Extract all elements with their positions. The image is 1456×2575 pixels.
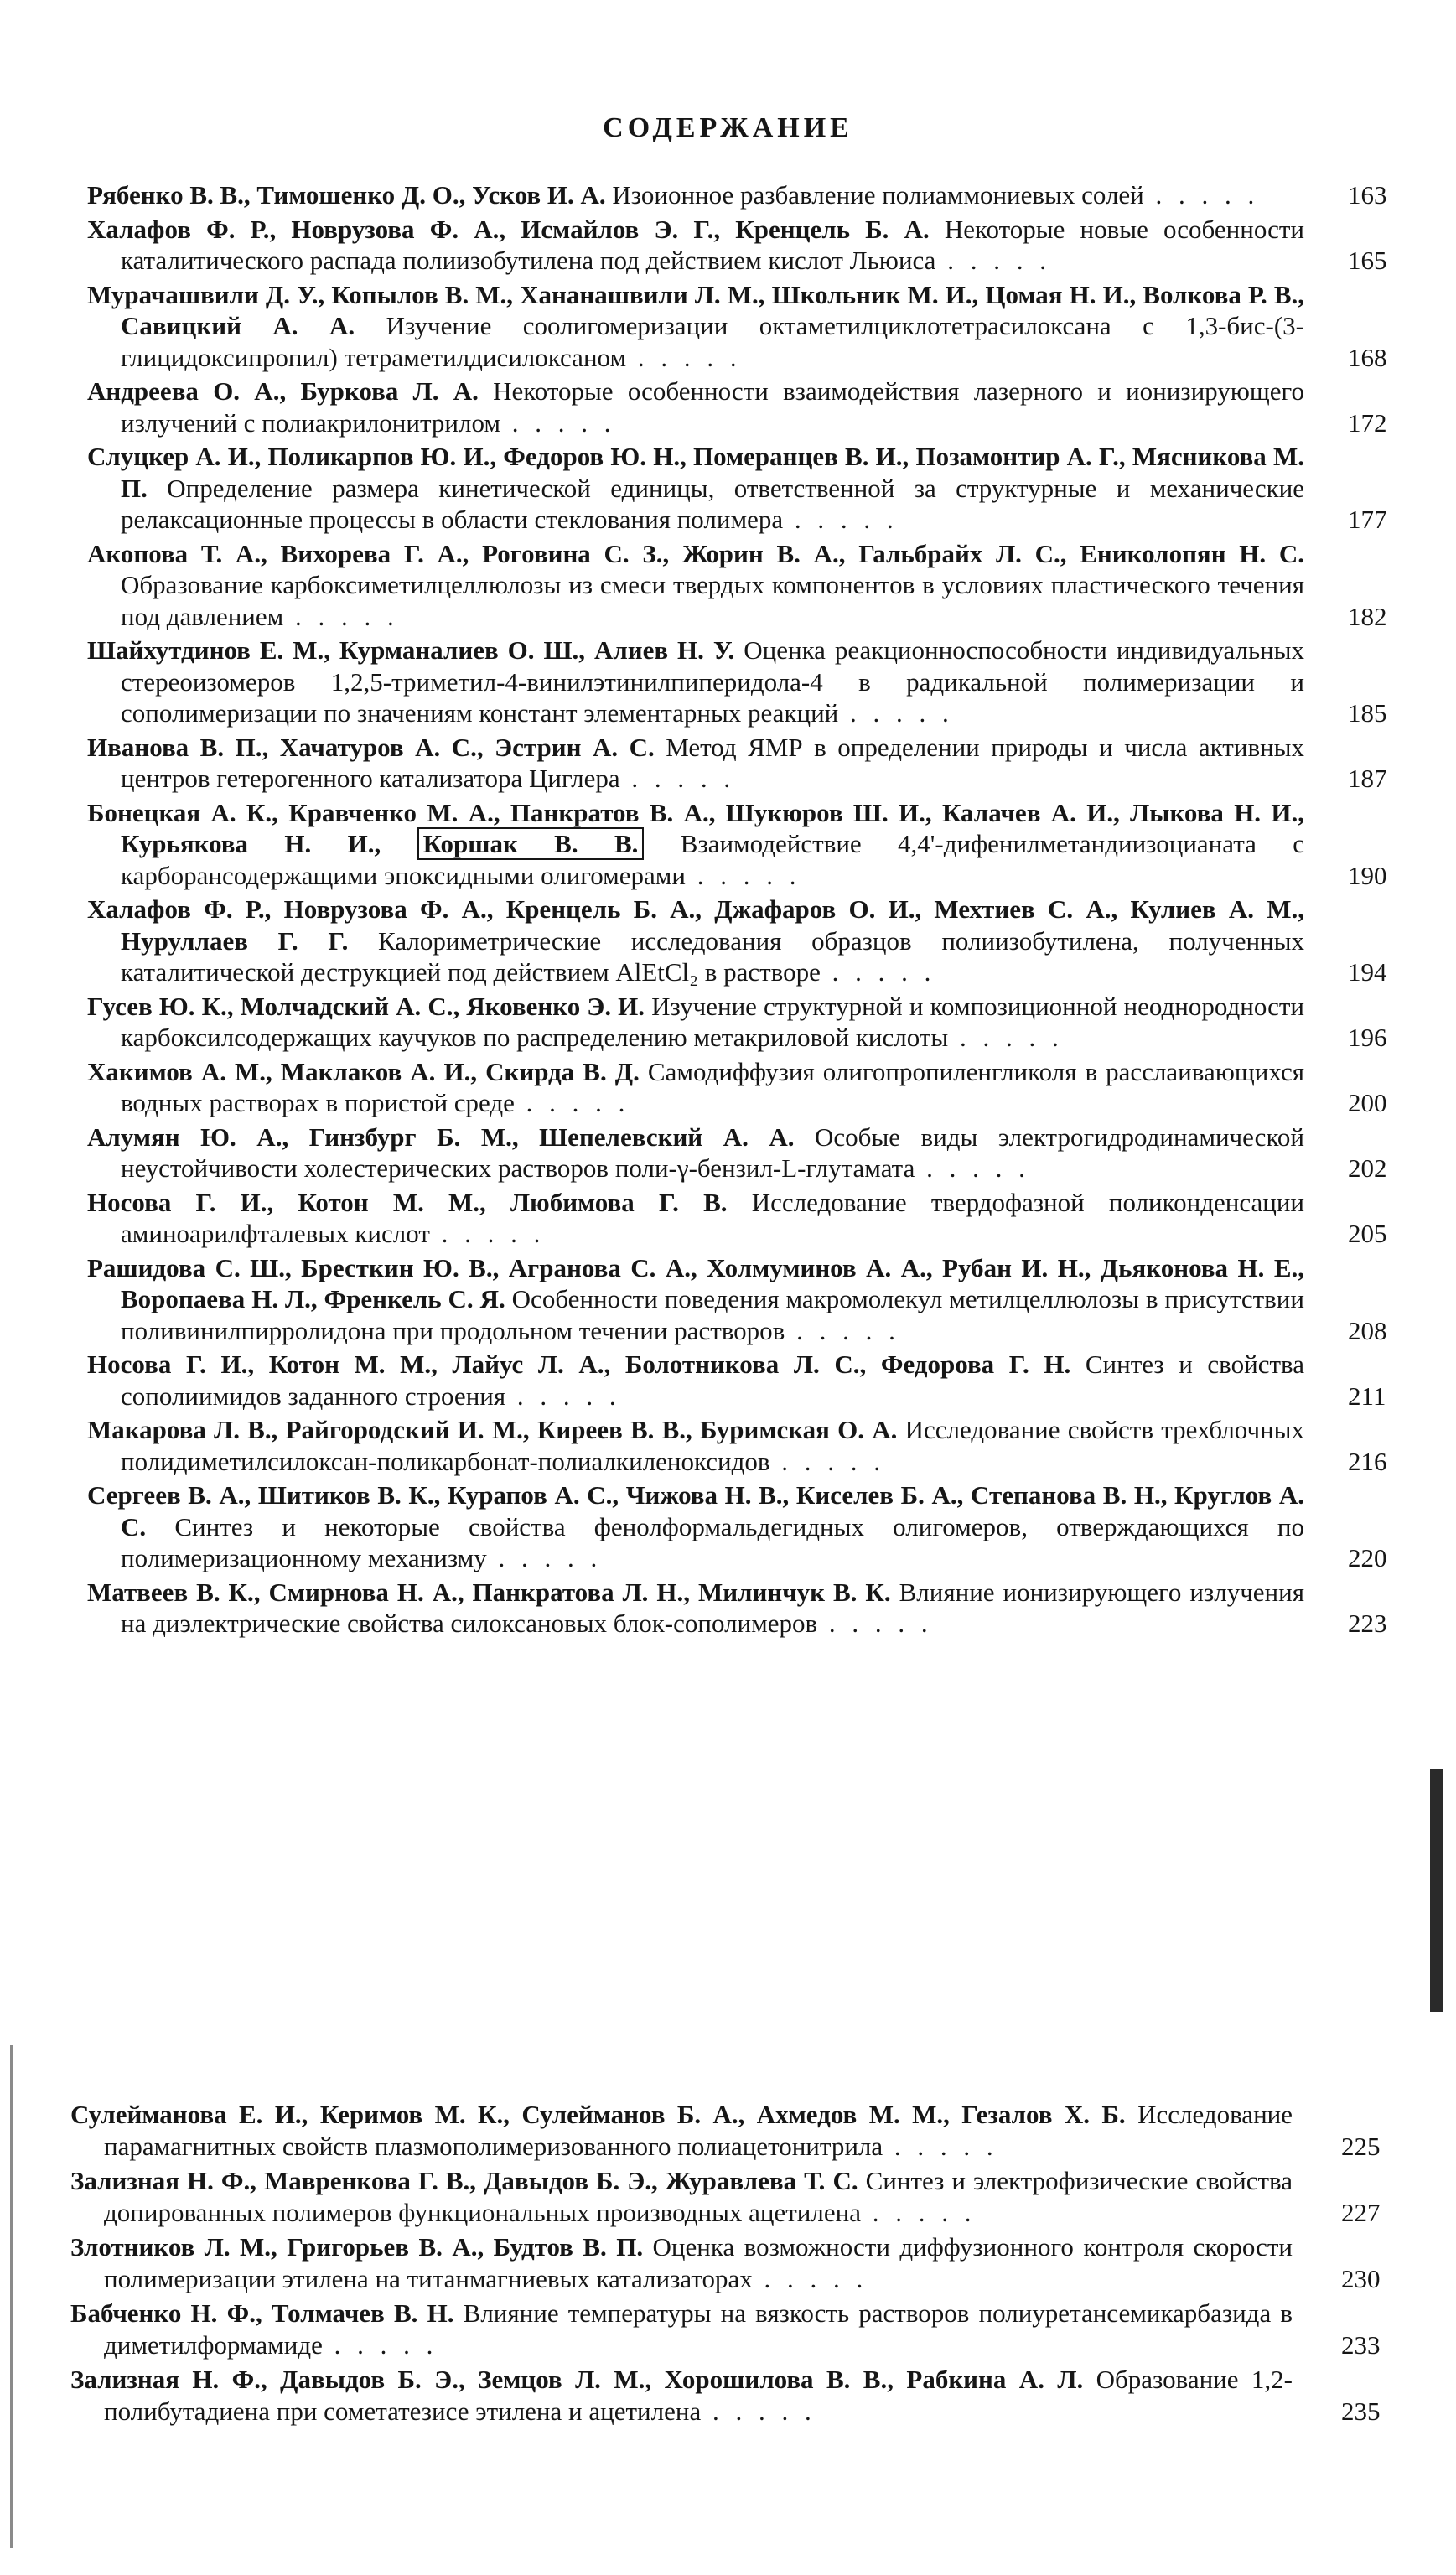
entry-text bbox=[87, 635, 1305, 729]
entry-text bbox=[87, 441, 1305, 536]
entry-title: Метод ЯМР в определении природы и числа активных центров гетерогенного катализатора Циглера bbox=[121, 732, 1304, 793]
entry-text bbox=[87, 1187, 1304, 1250]
entry-title: Оценка реакционноспособности индивидуальных стереоизомеров 1,2,5-триметил-4-винилэтинилпиперидола-4 в радикальной полимеризации и сополимеризации по значениям констант элементарных реакций bbox=[121, 635, 1305, 728]
entry-title: Влияние ионизирующего излучения на диэлектрические свойства силоксановых блок-сополимеров bbox=[121, 1577, 1304, 1638]
toc-entry bbox=[0, 1252, 1456, 1347]
entry-title: Исследование твердофазной поликонденсации аминоарилфталевых кислот bbox=[121, 1187, 1304, 1248]
entry-title: Особенности поведения макромолекул метилцеллюлозы в присутствии поливинилпирролидона при продольном течении растворов bbox=[121, 1284, 1304, 1345]
toc-entry bbox=[0, 797, 1456, 892]
entry-authors: Зализная Н. Ф., Мавренкова Г. В., Давыдов Б. Э., Журавлева Т. С. bbox=[70, 2166, 858, 2195]
entry-dot-leaders: . . . . . bbox=[626, 342, 742, 372]
entry-title: Оценка возможности диффузионного контроля скорости полимеризации этилена на титанмагниевых катализаторах bbox=[104, 2232, 1293, 2293]
entry-page-number: 216 bbox=[1348, 1446, 1387, 1476]
entry-title: Калориметрические исследования образцов полиизобутилена, полученных каталитической деструкцией под действием AlEtCl₂ в растворе bbox=[121, 925, 1305, 987]
entry-authors: Хакимов А. М., Маклаков А. И., Скирда В. Д. bbox=[87, 1056, 640, 1086]
entry-dot-leaders: . . . . . bbox=[500, 407, 616, 438]
entry-text bbox=[87, 894, 1305, 988]
toc-entry bbox=[0, 1187, 1456, 1250]
entry-page-number: 172 bbox=[1348, 407, 1387, 438]
entry-page-number: 233 bbox=[1341, 2329, 1381, 2360]
entry-text bbox=[87, 214, 1304, 277]
entry-dot-leaders: . . . . . bbox=[785, 1315, 900, 1345]
entry-page-number: 187 bbox=[1348, 764, 1387, 793]
entry-text bbox=[87, 991, 1305, 1054]
entry-page-number: 200 bbox=[1348, 1088, 1387, 1117]
entry-title: Образование карбоксиметилцеллюлозы из смеси твердых компонентов в условиях пластического течения под давлением bbox=[121, 570, 1304, 631]
entry-title: Некоторые новые особенности каталитического распада полиизобутилена под действием кислот Льюиса bbox=[121, 214, 1304, 275]
toc-entry bbox=[0, 635, 1456, 729]
entry-page-number: 223 bbox=[1348, 1609, 1387, 1638]
entry-authors: Халафов Ф. Р., Новрузова Ф. А., Кренцель Б. А., Джафаров О. И., Мехтиев С. А., Кулиев А. М., Нуруллаев Г. Г. bbox=[87, 894, 1304, 956]
entry-text bbox=[87, 732, 1304, 795]
entry-title: Особые виды электрогидродинамической неустойчивости холестерических растворов поли-γ-бензил-L-глутамата bbox=[121, 1122, 1305, 1183]
entry-dot-leaders: . . . . . bbox=[1143, 180, 1260, 210]
entry-authors: Матвеев В. К., Смирнова Н. А., Панкратова Л. Н., Милинчук В. К. bbox=[87, 1577, 891, 1607]
entry-title: Некоторые особенности взаимодействия лазерного и ионизирующего излучений с полиакрилонитрилом bbox=[121, 376, 1305, 438]
entry-title: Изучение структурной и композиционной неоднородности карбоксилсодержащих каучуков по распределению метакриловой кислоты bbox=[121, 991, 1305, 1052]
entry-title: Синтез и электрофизические свойства допированных полимеров функциональных производных ацетилена bbox=[104, 2166, 1293, 2227]
scan-edge-bar bbox=[1430, 1769, 1443, 2012]
page-title: СОДЕРЖАНИЕ bbox=[603, 112, 853, 143]
entry-page-number: 165 bbox=[1348, 246, 1387, 275]
entry-text bbox=[87, 1479, 1304, 1574]
entry-authors: Бонецкая А. К., Кравченко М. А., Панкратов В. А., Шукюров Ш. И., Калачев А. И., Лыкова Н. И., Курьякова Н. И., bbox=[87, 797, 1304, 858]
toc-entry bbox=[0, 2099, 1456, 2162]
entry-page-number: 230 bbox=[1341, 2263, 1381, 2293]
entry-page-number: 177 bbox=[1348, 505, 1387, 534]
toc-section-2 bbox=[0, 2099, 1456, 2430]
entry-authors: Андреева О. А., Буркова Л. А. bbox=[87, 376, 479, 406]
entry-authors: Алумян Ю. А., Гинзбург Б. М., Шепелевский А. А. bbox=[87, 1122, 795, 1152]
entry-authors: Злотников Л. М., Григорьев В. А., Будтов В. П. bbox=[70, 2232, 644, 2262]
toc-entry bbox=[0, 441, 1456, 536]
entry-text bbox=[70, 2165, 1293, 2228]
entry-page-number: 227 bbox=[1341, 2197, 1381, 2227]
entry-dot-leaders: . . . . . bbox=[322, 2329, 438, 2360]
entry-dot-leaders: . . . . . bbox=[701, 2396, 816, 2426]
entry-title: Определение размера кинетической единицы, ответственной за структурные и механические релаксационные процессы в области стеклования полимера bbox=[121, 473, 1305, 534]
toc-entry bbox=[0, 538, 1456, 633]
entry-authors: Сергеев В. А., Шитиков В. К., Курапов А. С., Чижова Н. В., Киселев Б. А., Степанова В. Н., Круглов А. С. bbox=[87, 1480, 1304, 1541]
entry-page-number: 194 bbox=[1348, 957, 1387, 987]
entry-dot-leaders: . . . . . bbox=[915, 1153, 1030, 1183]
entry-authors: Носова Г. И., Котон М. М., Любимова Г. В. bbox=[87, 1187, 728, 1217]
entry-authors: Зализная Н. Ф., Давыдов Б. Э., Земцов Л. М., Хорошилова В. В., Рабкина А. Л. bbox=[70, 2365, 1084, 2394]
entry-dot-leaders: . . . . . bbox=[820, 957, 936, 987]
entry-authors: Мурачашвили Д. У., Копылов В. М., Хананашвили Л. М., Школьник М. И., Цомая Н. И., Волкова Р. В., Савицкий А. А. bbox=[87, 279, 1304, 340]
entry-title: Влияние температуры на вязкость растворов полиуретансемикарбазида в диметилформамиде bbox=[104, 2298, 1293, 2360]
entry-page-number: 225 bbox=[1341, 2131, 1381, 2161]
entry-text bbox=[87, 179, 1304, 211]
entry-dot-leaders: . . . . . bbox=[948, 1023, 1064, 1052]
entry-page-number: 163 bbox=[1348, 180, 1387, 210]
toc-entry bbox=[0, 376, 1456, 438]
entry-text bbox=[70, 2231, 1293, 2294]
toc-entry bbox=[0, 279, 1456, 374]
entry-text bbox=[87, 376, 1305, 438]
toc-entry bbox=[0, 991, 1456, 1054]
toc-entry bbox=[0, 2165, 1456, 2228]
entry-title: Взаимодействие 4,4'-дифенилметандиизоцианата с карборансодержащими эпоксидными олигомерами bbox=[121, 829, 1305, 890]
entry-text bbox=[87, 279, 1305, 374]
entry-page-number: 185 bbox=[1348, 698, 1387, 728]
toc-entry bbox=[0, 1122, 1456, 1184]
entry-boxed-author: Коршак В. В. bbox=[417, 827, 645, 860]
entry-dot-leaders: . . . . . bbox=[817, 1609, 933, 1638]
entry-dot-leaders: . . . . . bbox=[429, 1219, 546, 1248]
entry-text bbox=[70, 2298, 1293, 2360]
entry-authors: Халафов Ф. Р., Новрузова Ф. А., Исмайлов Э. Г., Кренцель Б. А. bbox=[87, 214, 930, 244]
entry-dot-leaders: . . . . . bbox=[486, 1543, 603, 1572]
toc-entry bbox=[0, 179, 1456, 211]
entry-authors: Гусев Ю. К., Молчадский А. С., Яковенко Э. И. bbox=[87, 991, 645, 1021]
entry-title: Самодиффузия олигопропиленгликоля в расслаивающихся водных растворах в пористой среде bbox=[121, 1056, 1305, 1117]
entry-dot-leaders: . . . . . bbox=[283, 601, 399, 631]
entry-page-number: 190 bbox=[1348, 860, 1387, 890]
scan-margin-mark bbox=[10, 2045, 13, 2548]
entry-text bbox=[87, 797, 1305, 892]
entry-page-number: 208 bbox=[1348, 1315, 1387, 1345]
entry-text bbox=[87, 1252, 1304, 1347]
entry-dot-leaders: . . . . . bbox=[619, 764, 736, 793]
toc-entry bbox=[0, 2231, 1456, 2294]
toc-entry bbox=[0, 1349, 1456, 1412]
entry-title: Изоионное разбавление полиаммониевых солей bbox=[612, 180, 1144, 210]
entry-dot-leaders: . . . . . bbox=[505, 1381, 621, 1411]
entry-page-number: 196 bbox=[1348, 1023, 1387, 1052]
entry-page-number: 220 bbox=[1348, 1543, 1387, 1572]
entry-title: Образование 1,2-полибутадиена при сометатезисе этилена и ацетилена bbox=[104, 2365, 1293, 2426]
entry-authors: Сулейманова Е. И., Керимов М. К., Сулейманов Б. А., Ахмедов М. М., Гезалов Х. Б. bbox=[70, 2100, 1126, 2129]
entry-page-number: 168 bbox=[1348, 342, 1387, 372]
entry-dot-leaders: . . . . . bbox=[752, 2263, 868, 2293]
entry-page-number: 205 bbox=[1348, 1219, 1387, 1248]
entry-authors: Слуцкер А. И., Поликарпов Ю. И., Федоров Ю. Н., Померанцев В. И., Позамонтир А. Г., Мясникова М. П. bbox=[87, 442, 1304, 503]
entry-dot-leaders: . . . . . bbox=[783, 505, 899, 534]
toc-entry bbox=[0, 1479, 1456, 1574]
entry-text bbox=[70, 2099, 1293, 2162]
entry-authors: Иванова В. П., Хачатуров А. С., Эстрин А. С. bbox=[87, 732, 655, 762]
toc-entry bbox=[0, 2298, 1456, 2360]
entry-text bbox=[87, 1122, 1305, 1184]
entry-dot-leaders: . . . . . bbox=[860, 2197, 977, 2227]
entry-text bbox=[87, 1414, 1304, 1477]
entry-dot-leaders: . . . . . bbox=[769, 1446, 886, 1476]
entry-text bbox=[87, 1056, 1305, 1119]
entry-authors: Макарова Л. В., Райгородский И. М., Киреев В. В., Буримская О. А. bbox=[87, 1415, 898, 1444]
entry-dot-leaders: . . . . . bbox=[883, 2131, 998, 2161]
entry-text bbox=[87, 1349, 1304, 1412]
entry-title: Синтез и свойства сополиимидов заданного строения bbox=[121, 1350, 1304, 1411]
entry-authors: Бабченко Н. Ф., Толмачев В. Н. bbox=[70, 2298, 454, 2328]
entry-dot-leaders: . . . . . bbox=[514, 1088, 630, 1117]
entry-page-number: 182 bbox=[1348, 601, 1387, 631]
entry-authors: Акопова Т. А., Вихорева Г. А., Роговина С. З., Жорин В. А., Гальбрайх Л. С., Ениколопян Н. С. bbox=[87, 538, 1304, 568]
entry-title: Изучение соолигомеризации октаметилциклотетрасилоксана с 1,3-бис-(3-глицидоксипропил) тетраметилдисилоксаном bbox=[121, 311, 1305, 372]
toc-entry bbox=[0, 1577, 1456, 1640]
entry-dot-leaders: . . . . . bbox=[935, 246, 1051, 275]
entry-page-number: 235 bbox=[1341, 2396, 1381, 2426]
entry-authors: Рашидова С. Ш., Бресткин Ю. В., Агранова С. А., Холмуминов А. А., Рубан И. Н., Дьяконова Н. Е., Воропаева Н. Л., Френкель С. Я. bbox=[87, 1252, 1304, 1313]
entry-text bbox=[70, 2364, 1293, 2427]
entry-text bbox=[87, 1577, 1304, 1640]
entry-authors: Шайхутдинов Е. М., Курманалиев О. Ш., Алиев Н. У. bbox=[87, 635, 735, 665]
entry-dot-leaders: . . . . . bbox=[686, 860, 801, 890]
entry-authors: Носова Г. И., Котон М. М., Лайус Л. А., Болотникова Л. С., Федорова Г. Н. bbox=[87, 1350, 1071, 1379]
entry-page-number: 202 bbox=[1348, 1153, 1387, 1183]
toc-entry bbox=[0, 732, 1456, 795]
entry-dot-leaders: . . . . . bbox=[838, 698, 954, 728]
toc-entry bbox=[0, 214, 1456, 277]
toc-entry bbox=[0, 2364, 1456, 2427]
entry-page-number: 211 bbox=[1348, 1381, 1386, 1411]
toc-entry bbox=[0, 1414, 1456, 1477]
toc-entry bbox=[0, 894, 1456, 988]
entry-text bbox=[87, 538, 1304, 633]
entry-authors: Рябенко В. В., Тимошенко Д. О., Усков И. А. bbox=[87, 180, 606, 210]
toc-section-1 bbox=[0, 179, 1456, 1642]
entry-title: Синтез и некоторые свойства фенолформальдегидных олигомеров, отверждающихся по полимеризационному механизму bbox=[121, 1511, 1304, 1572]
entry-title: Исследование парамагнитных свойств плазмополимеризованного полиацетонитрила bbox=[104, 2100, 1293, 2161]
entry-title: Исследование свойств трехблочных полидиметилсилоксан-поликарбонат-полиалкиленоксидов bbox=[121, 1415, 1304, 1476]
toc-entry bbox=[0, 1056, 1456, 1119]
